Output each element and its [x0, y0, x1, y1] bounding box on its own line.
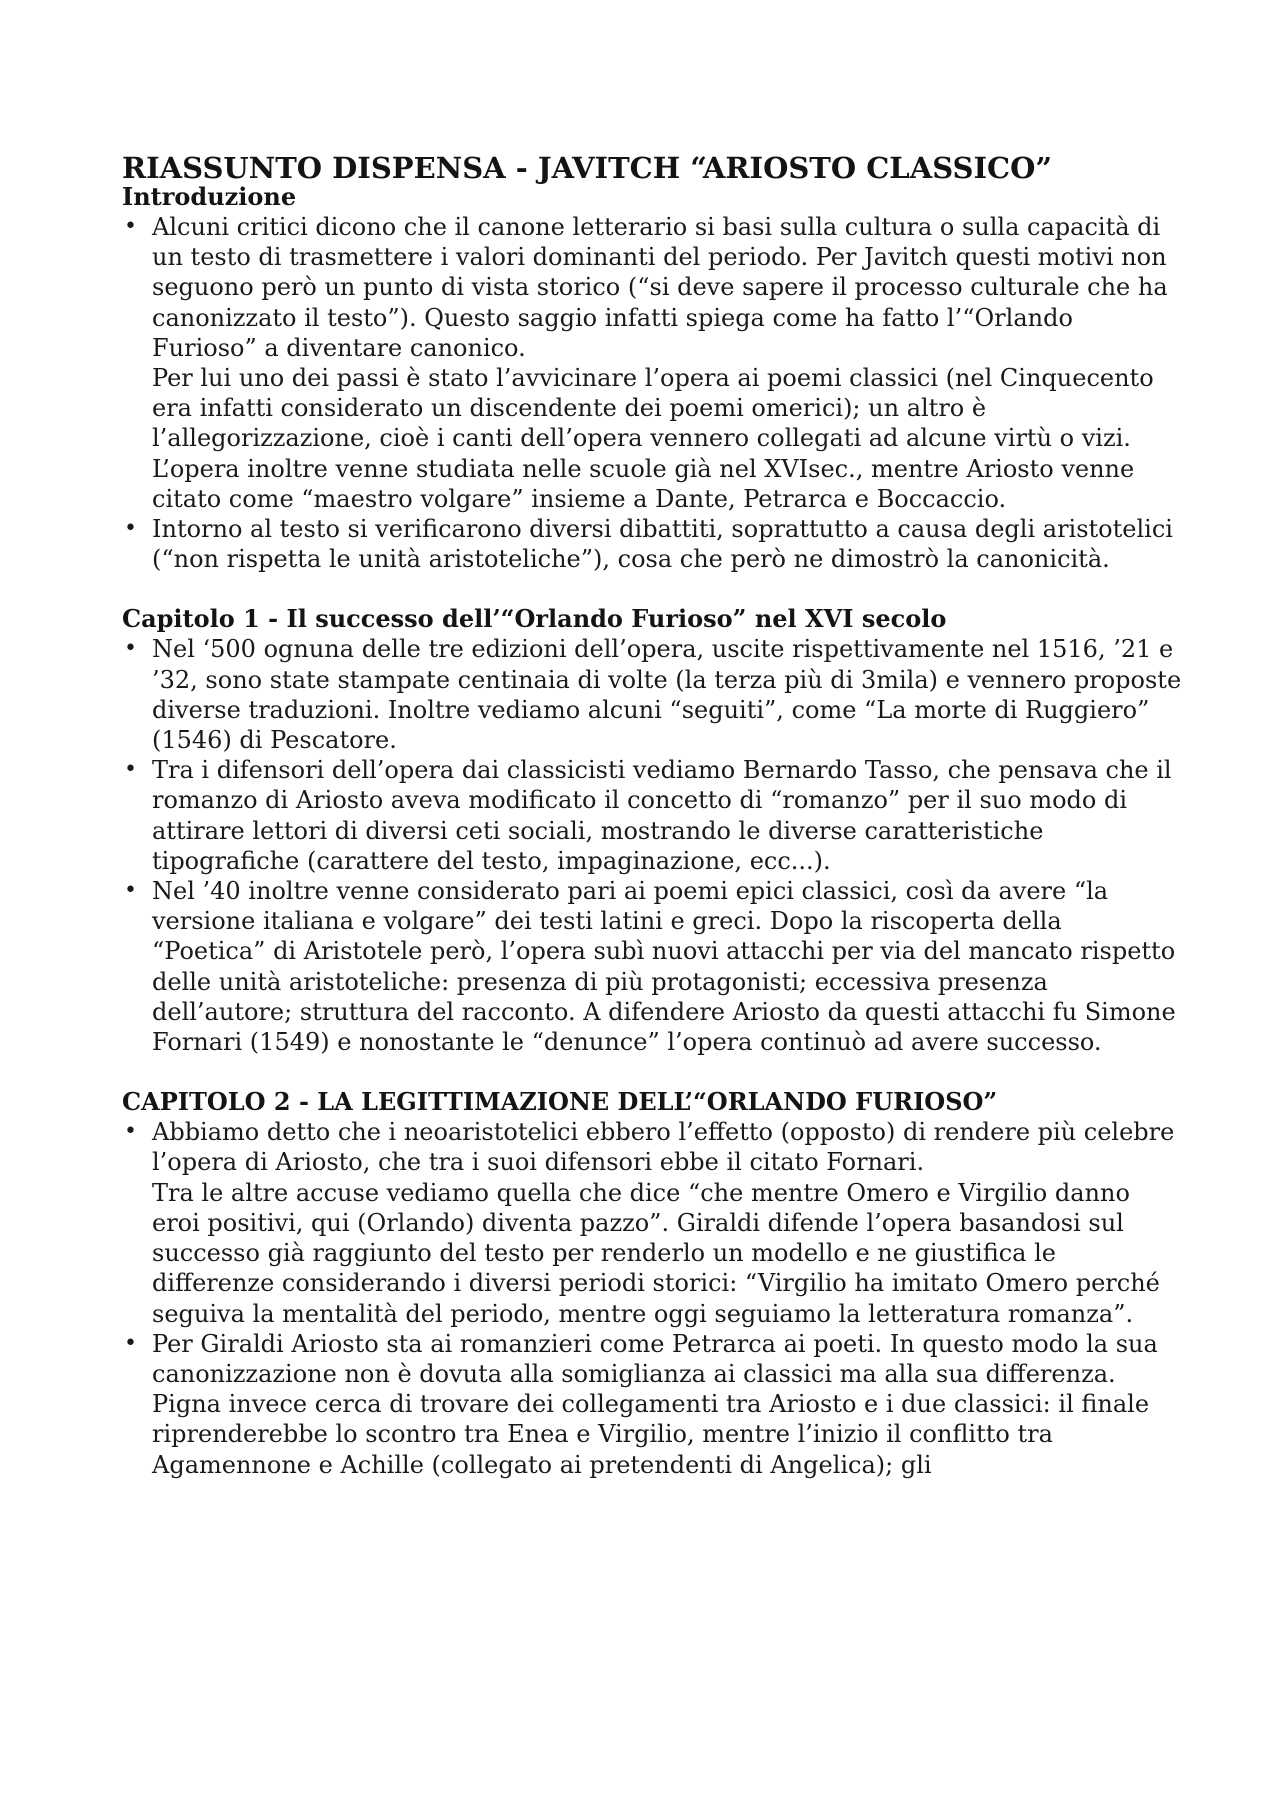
list-item — [122, 876, 1182, 1057]
list-item — [122, 1329, 1182, 1480]
paragraph: Tra le altre accuse vediamo quella che dice “che mentre Omero e Virgilio danno eroi positivi, qui (Orlando) diventa pazzo”. Giraldi difende l’opera basandosi sul successo già raggiunto del testo per renderlo un modello e ne giustifica le differenze considerando i diversi periodi storici: “Virgilio ha imitato Omero perché seguiva la mentalità del periodo, mentre oggi seguiamo la letteratura romanza”. — [152, 1178, 1160, 1328]
section-heading-introduzione: Introduzione — [122, 182, 297, 211]
paragraph: Pigna invece cerca di trovare dei collegamenti tra Ariosto e i due classici: il finale riprenderebbe lo scontro tra Enea e Virgilio, mentre l’inizio il conflitto tra Agamennone e Achille (collegato ai pretendenti di Angelica); gli — [152, 1390, 1150, 1479]
list-item — [122, 755, 1182, 876]
list-item — [122, 634, 1182, 755]
bullet-list-introduzione — [122, 212, 1182, 574]
paragraph: • Alcuni critici dicono che il canone letterario si basi sulla cultura o sulla capacità di un testo di trasmettere i valori dominanti del periodo. Per Javitch questi motivi non seguono però un punto di vista storico (“si deve sapere il processo culturale che ha canonizzato il testo”). Questo saggio infatti spiega come ha fatto l’“Orlando Furioso” a diventare canonico. — [152, 213, 1168, 362]
document-title: RIASSUNTO DISPENSA - JAVITCH “ARIOSTO CLASSICO” — [122, 151, 1053, 185]
list-item — [122, 212, 1182, 514]
list-item — [122, 514, 1182, 574]
paragraph: • Intorno al testo si verificarono diversi dibattiti, soprattutto a causa degli aristotelici (“non rispetta le unità aristoteliche”), cosa che però ne dimostrò la canonicità. — [152, 515, 1173, 574]
paragraph: Per lui uno dei passi è stato l’avvicinare l’opera ai poemi classici (nel Cinquecento era infatti considerato un discendente dei poemi omerici); un altro è l’allegorizzazione, cioè i canti dell’opera vennero collegati ad alcune virtù o vizi. L’opera inoltre venne studiata nelle scuole già nel XVIsec., mentre Ariosto venne citato come “maestro volgare” insieme a Dante, Petrarca e Boccaccio. — [152, 364, 1154, 513]
section-heading-capitolo-1: Capitolo 1 - Il successo dell’“Orlando Furioso” nel XVI secolo — [122, 604, 947, 634]
paragraph: • Abbiamo detto che i neoaristotelici ebbero l’effetto (opposto) di rendere più celebre l’opera di Ariosto, che tra i suoi difensori ebbe il citato Fornari. — [152, 1118, 1175, 1177]
bullet-list-capitolo-1 — [122, 634, 1182, 1057]
paragraph: • Nel ‘500 ognuna delle tre edizioni dell’opera, uscite rispettivamente nel 1516, ’21 e ’32, sono state stampate centinaia di volte (la terza più di 3mila) e vennero proposte diverse traduzioni. Inoltre vediamo alcuni “seguiti”, come “La morte di Ruggiero” (1546) di Pescatore. — [152, 635, 1182, 755]
section-heading-capitolo-2: CAPITOLO 2 - LA LEGITTIMAZIONE DELL’“ORLANDO FURIOSO” — [122, 1087, 998, 1117]
document-page — [122, 150, 1182, 1480]
paragraph: • Tra i difensori dell’opera dai classicisti vediamo Bernardo Tasso, che pensava che il romanzo di Ariosto aveva modificato il concetto di “romanzo” per il suo modo di attirare lettori di diversi ceti sociali, mostrando le diverse caratteristiche tipografiche (carattere del testo, impaginazione, ecc...). — [152, 756, 1172, 875]
list-item — [122, 1117, 1182, 1328]
bullet-list-capitolo-2 — [122, 1117, 1182, 1479]
paragraph: • Nel ’40 inoltre venne considerato pari ai poemi epici classici, così da avere “la versione italiana e volgare” dei testi latini e greci. Dopo la riscoperta della “Poetica” di Aristotele però, l’opera subì nuovi attacchi per via del mancato rispetto delle unità aristoteliche: presenza di più protagonisti; eccessiva presenza dell’autore; struttura del racconto. A difendere Ariosto da questi attacchi fu Simone Fornari (1549) e nonostante le “denunce” l’opera continuò ad avere successo. — [152, 877, 1176, 1057]
paragraph: • Per Giraldi Ariosto sta ai romanzieri come Petrarca ai poeti. In questo modo la sua canonizzazione non è dovuta alla somiglianza ai classici ma alla sua differenza. — [152, 1329, 1158, 1388]
